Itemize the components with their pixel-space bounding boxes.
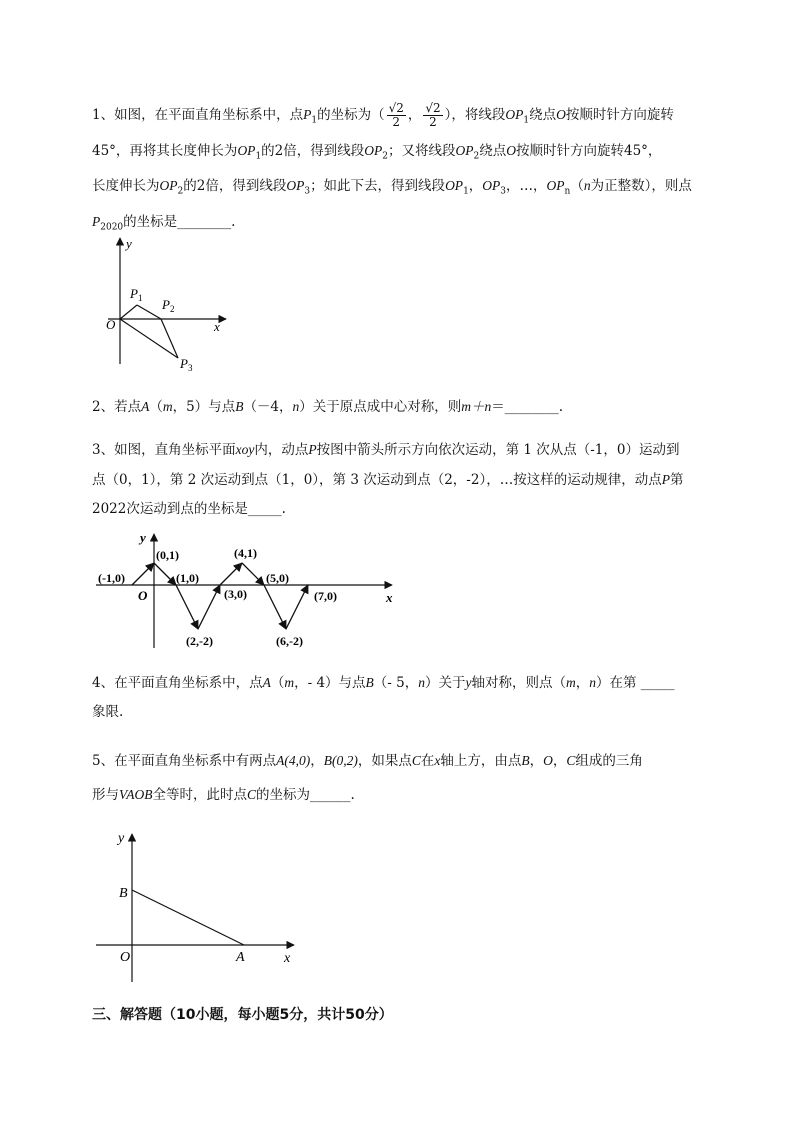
q5-text: 在 — [420, 753, 435, 769]
q4-text: ）关于 — [425, 675, 466, 691]
q2-n: n — [292, 399, 300, 414]
q1-op1: OP — [237, 142, 256, 158]
q1-op1-sub: 1 — [255, 151, 262, 162]
q3-text: 点（0，1），第 2 次运动到点（1，0），第 3 次运动到点（2，-2），…按这样的运动规律，动点 — [92, 472, 662, 488]
fig5-label-b: B — [119, 886, 128, 901]
q4-text: 在平面直角坐标系中，点 — [114, 675, 263, 691]
fig3-point-label: (2,-2) — [186, 634, 213, 648]
q2-text: （－4， — [243, 399, 293, 415]
q1-text: ），将线段 — [444, 107, 506, 123]
q1-op2: OP — [159, 178, 178, 194]
q1-frac-num: √2 — [425, 101, 441, 115]
q5-bb: B — [521, 753, 530, 768]
q5-a: A(4,0) — [276, 753, 311, 768]
q1-text: 长度伸长为 — [92, 178, 160, 195]
q1-fraction — [387, 102, 406, 129]
q2-text: （ — [149, 399, 163, 415]
q5-tri: VAOB — [119, 787, 153, 802]
question-1 — [92, 100, 744, 243]
q3-text: 如图，直角坐标平面 — [114, 442, 236, 458]
q1-op1: OP — [445, 178, 464, 194]
fig3-point-label: (7,0) — [314, 589, 337, 603]
q2-text: ＝________. — [491, 399, 564, 415]
q4-text: ， — [575, 675, 590, 691]
q3-number: 3、 — [92, 442, 115, 458]
q5-x: x — [434, 753, 441, 768]
figure-5 — [92, 826, 312, 986]
q1-frac-num: √2 — [388, 101, 404, 115]
fig3-point-label: (6,-2) — [276, 634, 303, 648]
q5-text: ，如果点 — [357, 753, 412, 769]
fig3-path-2 — [154, 563, 176, 585]
q5-text: 的坐标为______. — [256, 787, 355, 803]
q3-line-3 — [92, 495, 744, 524]
q5-text: ， — [552, 753, 567, 769]
section-heading: 三、解答题（10小题，每小题5分，共计50分） — [92, 1007, 393, 1023]
q1-text: ；又将线段 — [388, 142, 456, 159]
q1-op2-sub: 2 — [177, 187, 184, 198]
q5-b: B(0,2) — [323, 753, 358, 768]
q4-a: A — [262, 675, 271, 690]
fig1-label-x: x — [214, 319, 220, 334]
fig3-path-5 — [220, 563, 242, 585]
q1-text: 的2倍，得到线段 — [261, 142, 365, 159]
q3-xoy: xoy — [235, 442, 255, 457]
q2-expr: m＋n — [461, 399, 492, 414]
fig1-segment-op1 — [120, 305, 137, 319]
q1-text: 绕点 — [479, 142, 507, 159]
q1-op1: OP — [505, 107, 524, 122]
q1-p2020-sub: 2020 — [100, 222, 124, 233]
q1-number: 1、 — [92, 107, 115, 123]
q1-frac-den: 2 — [429, 115, 437, 129]
q5-o: O — [543, 753, 553, 768]
fig3-path-8 — [286, 585, 308, 629]
figure-1 — [100, 232, 240, 377]
q5-text: 轴上方，由点 — [440, 753, 522, 769]
q3-p: P — [661, 472, 670, 487]
q4-line-1 — [92, 668, 744, 698]
q1-opn-sub: n — [564, 187, 571, 198]
q5-line-2 — [92, 778, 744, 812]
fig1-label-y: y — [126, 236, 132, 251]
q4-m: m — [284, 675, 295, 690]
question-5 — [92, 744, 744, 812]
q5-text: 形与 — [92, 787, 119, 803]
q2-number: 2、 — [92, 399, 115, 415]
fig3-label-o: O — [138, 588, 148, 603]
q2-text: ，5）与点 — [172, 399, 236, 415]
q4-text: ）在第 _____ — [596, 675, 675, 691]
q1-text: 按顺时针方向旋转45°， — [515, 142, 662, 159]
q2-a: A — [141, 399, 150, 414]
q1-text: 绕点 — [529, 107, 557, 123]
q1-text: ， — [468, 178, 483, 195]
q2-line-1 — [92, 392, 744, 422]
question-4 — [92, 668, 744, 727]
q1-op2: OP — [364, 142, 383, 158]
q1-line-1 — [92, 100, 744, 136]
q1-op2: OP — [455, 142, 474, 158]
q4-text: 轴对称，则点（ — [471, 675, 566, 691]
q1-text: 的坐标是________. — [123, 214, 236, 231]
q3-text: 按图中箭头所示方向依次运动，第 1 次从点（-1，0）运动到 — [316, 442, 680, 458]
q2-text: ）关于原点成中心对称，则 — [299, 399, 462, 415]
q4-m: m — [566, 675, 576, 690]
fig5-label-o: O — [120, 950, 131, 965]
q4-n: n — [418, 675, 425, 690]
fig5-label-y: y — [118, 831, 125, 846]
fig3-point-label: (1,0) — [176, 571, 199, 585]
fig3-point-label: (-1,0) — [98, 571, 125, 585]
fig3-label-y: y — [140, 530, 146, 545]
q1-op3-sub: 3 — [304, 187, 311, 198]
q1-text: （ — [570, 178, 584, 195]
q3-p: P — [308, 442, 317, 457]
fig5-label-a: A — [236, 950, 245, 965]
q1-line-2 — [92, 136, 744, 172]
q1-o: O — [556, 107, 566, 122]
fig1-label-p1: $P_1$ — [130, 286, 143, 303]
q5-c: C — [566, 753, 576, 768]
q1-o: O — [506, 142, 516, 158]
q5-text: ， — [310, 753, 324, 769]
q1-text: 的坐标为（ — [317, 107, 385, 123]
q1-p2020: P — [92, 214, 101, 230]
fig3-label-x: x — [386, 590, 393, 605]
q1-text: ，…， — [506, 178, 547, 195]
q1-text: ；如此下去，得到线段 — [310, 178, 446, 195]
q1-text: 45°，再将其长度伸长为 — [92, 142, 238, 159]
fig3-path-3 — [176, 585, 198, 629]
q4-text: ，- 4）与点 — [294, 675, 366, 691]
q3-text: 内，动点 — [254, 442, 309, 458]
q1-op1-sub: 1 — [523, 115, 530, 126]
q5-line-1 — [92, 744, 744, 778]
q5-text: ， — [529, 753, 544, 769]
fig3-path-7 — [264, 585, 286, 629]
q5-text: 组成的三角 — [575, 753, 643, 769]
q1-p1-sub: 1 — [311, 115, 318, 126]
fig3-path-6 — [242, 563, 264, 585]
q3-text: 2022次运动到点的坐标是_____. — [92, 501, 286, 517]
fig5-label-x: x — [284, 951, 291, 966]
fig1-label-p2: $P_2$ — [162, 297, 175, 314]
fig3-point-label: (5,0) — [266, 571, 289, 585]
q5-c: C — [247, 787, 257, 802]
q1-text: 的2倍，得到线段 — [183, 178, 287, 195]
q4-y: y — [465, 675, 472, 690]
q5-c: C — [411, 753, 421, 768]
fig1-segment-p1p2 — [137, 305, 161, 319]
figure-3 — [92, 528, 402, 656]
fig3-point-label: (4,1) — [234, 546, 257, 560]
fig1-label-o: O — [106, 317, 116, 332]
fig1-label-p3: $P_3$ — [180, 356, 193, 373]
fig3-point-label: (0,1) — [156, 548, 179, 562]
q1-text: 按顺时针方向旋转 — [565, 107, 674, 123]
q1-fraction — [423, 102, 442, 129]
q4-text: （ — [270, 675, 285, 691]
question-2 — [92, 392, 744, 422]
q1-opn: OP — [546, 178, 565, 194]
question-3 — [92, 435, 744, 524]
q5-number: 5、 — [92, 753, 115, 769]
fig5-segment-ab — [132, 890, 244, 945]
q3-line-2 — [92, 465, 744, 495]
q1-op2-sub: 2 — [382, 151, 388, 162]
q5-text: 在平面直角坐标系中有两点 — [114, 753, 277, 769]
q1-text: 如图，在平面直角坐标系中，点 — [114, 107, 304, 123]
q3-text: 第 — [669, 472, 684, 488]
q4-n: n — [589, 675, 596, 690]
q1-n: n — [583, 178, 591, 194]
q5-text: 全等时，此时点 — [152, 787, 247, 803]
q4-b: B — [365, 675, 374, 690]
q1-op3-sub: 3 — [500, 187, 507, 198]
q1-op3: OP — [286, 178, 305, 194]
fig3-path-4 — [198, 585, 220, 629]
q1-op1-sub: 1 — [463, 187, 469, 198]
q1-text: 为正整数），则点 — [590, 178, 692, 195]
q1-comma: ， — [407, 107, 422, 123]
q1-line-3 — [92, 171, 744, 207]
q2-text: 若点 — [114, 399, 142, 415]
q1-frac-den: 2 — [392, 115, 401, 129]
q4-number: 4、 — [92, 675, 115, 691]
q2-m: m — [162, 399, 173, 414]
q3-line-1 — [92, 435, 744, 465]
q4-line-2 — [92, 698, 744, 727]
fig3-path-1 — [132, 563, 154, 585]
q2-b: B — [235, 399, 244, 414]
q1-op2-sub: 2 — [473, 151, 480, 162]
q1-op3: OP — [482, 178, 501, 194]
q4-text: （- 5， — [373, 675, 419, 691]
q4-text: 象限. — [92, 704, 124, 720]
fig3-point-label: (3,0) — [224, 587, 247, 601]
q1-p1: P — [303, 107, 312, 122]
